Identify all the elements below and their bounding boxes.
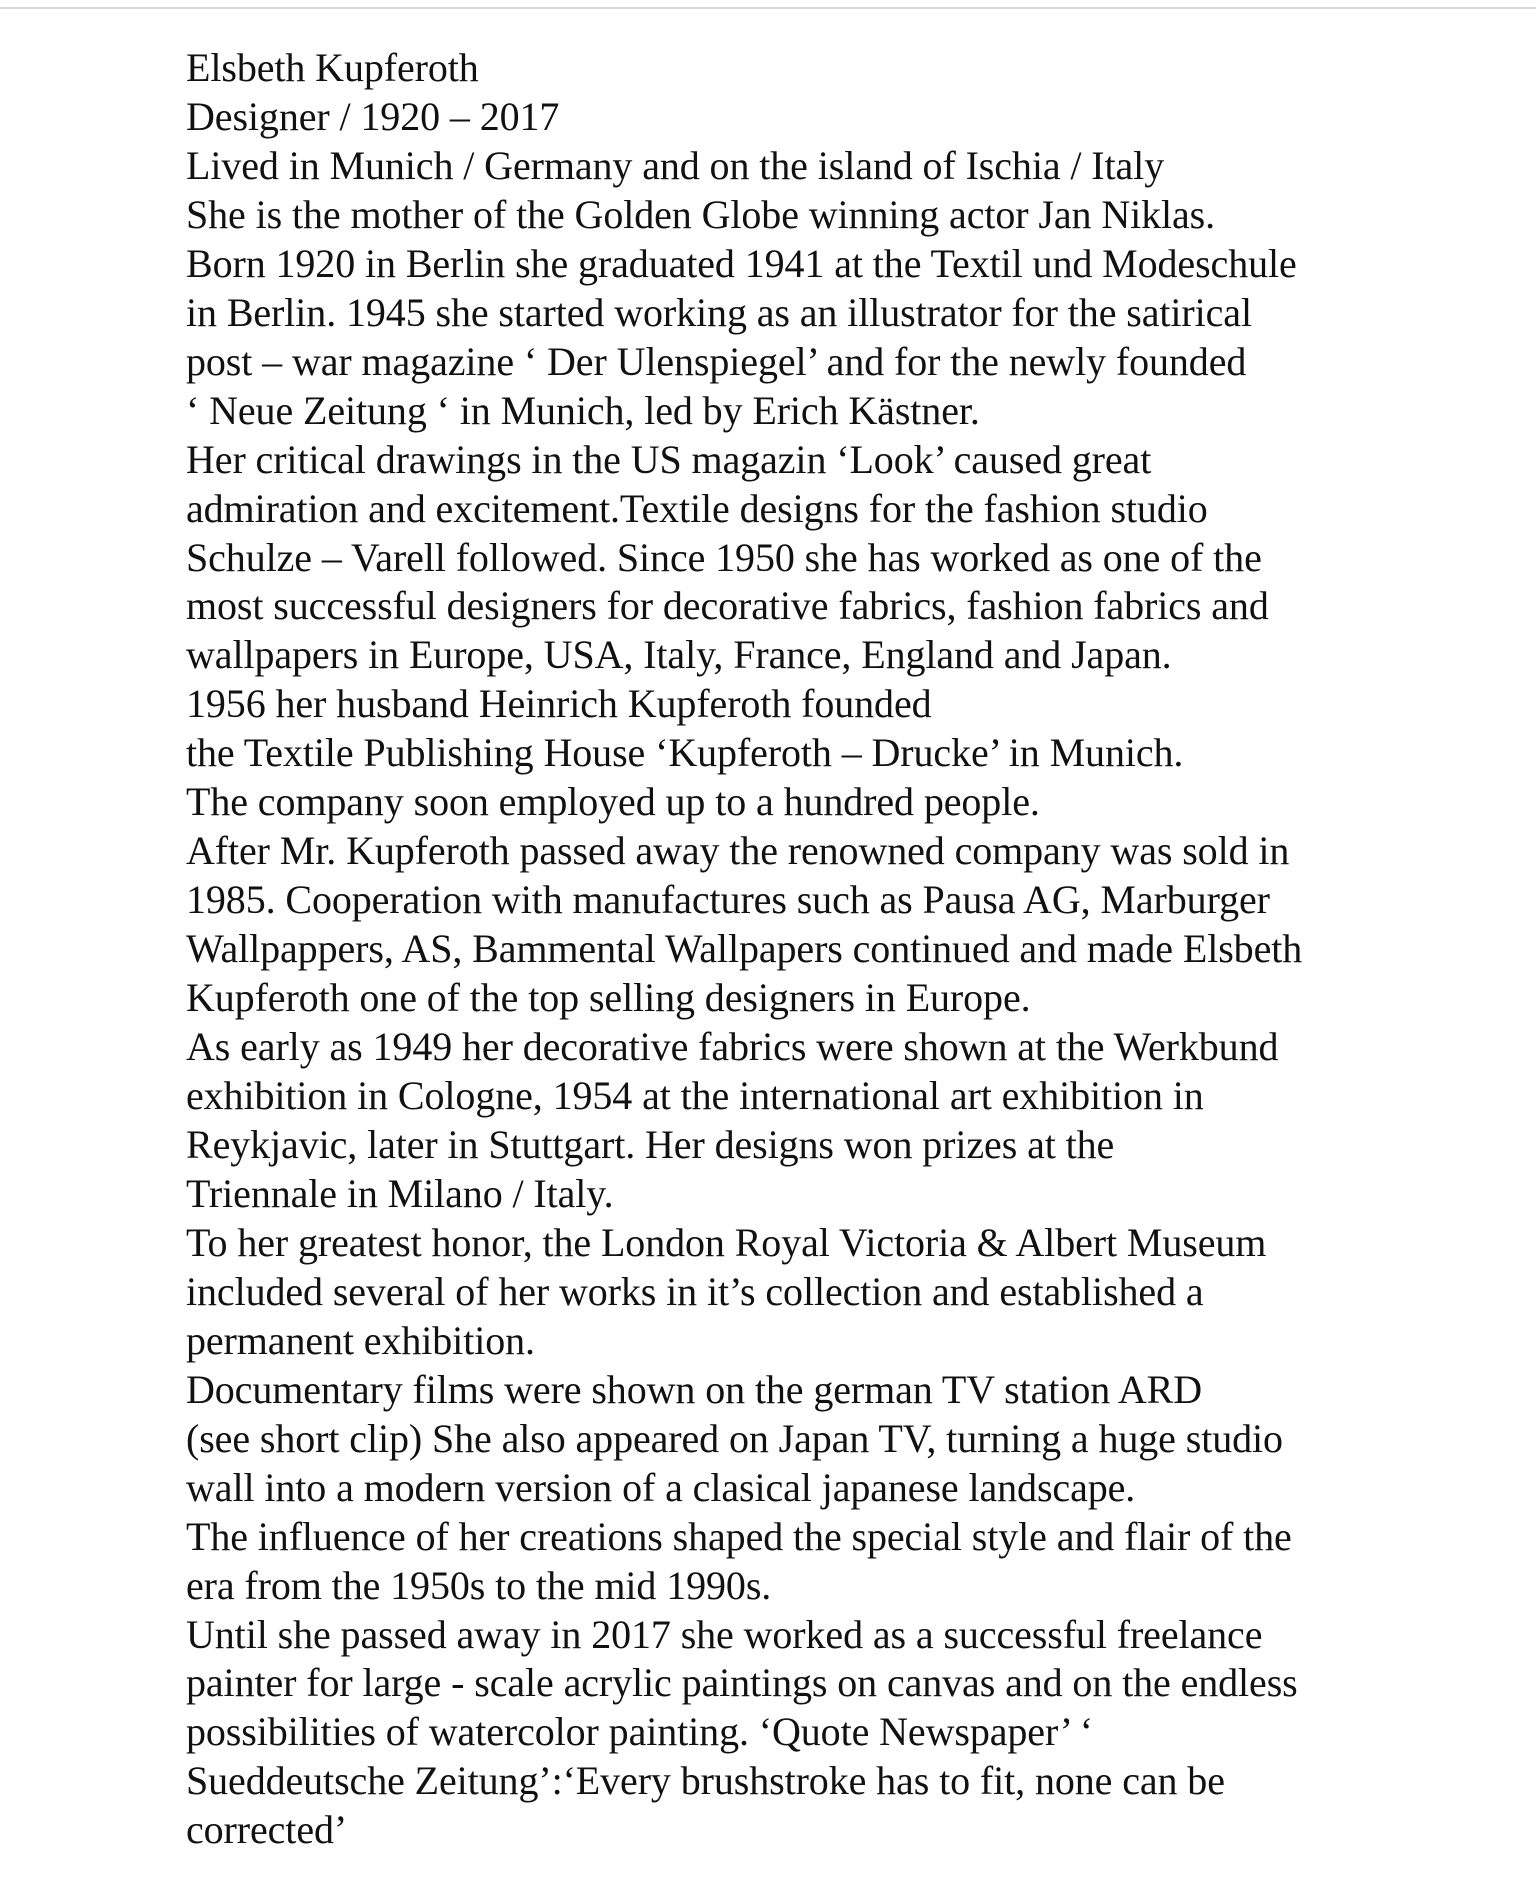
bio-line: As early as 1949 her decorative fabrics were shown at the Werkbund [186,1024,1279,1070]
bio-line: corrected’ [186,1807,348,1853]
bio-line: Triennale in Milano / Italy. [186,1170,614,1216]
bio-line: painter for large - scale acrylic paintings on canvas and on the endless [186,1660,1298,1706]
bio-line: in Berlin. 1945 she started working as an illustrator for the satirical [186,289,1252,335]
bio-line: ‘ Neue Zeitung ‘ in Munich, led by Erich Kästner. [186,387,980,433]
bio-line: Reykjavic, later in Stuttgart. Her designs won prizes at the [186,1121,1115,1167]
bio-line: Kupferoth one of the top selling designers in Europe. [186,975,1031,1021]
bio-line: wallpapers in Europe, USA, Italy, France, England and Japan. [186,632,1172,678]
bio-line: era from the 1950s to the mid 1990s. [186,1562,772,1608]
bio-line: Wallpappers, AS, Bammental Wallpapers continued and made Elsbeth [186,926,1303,972]
bio-line: Born 1920 in Berlin she graduated 1941 at the Textil und Modeschule [186,240,1297,286]
bio-line: Documentary films were shown on the german TV station ARD [186,1366,1202,1412]
top-divider [0,7,1536,9]
bio-line: 1985. Cooperation with manufactures such as Pausa AG, Marburger [186,877,1270,923]
biography-text [186,44,1386,1855]
bio-line: the Textile Publishing House ‘Kupferoth – Drucke’ in Munich. [186,730,1184,776]
bio-line: Schulze – Varell followed. Since 1950 she has worked as one of the [186,534,1262,580]
bio-line: 1956 her husband Heinrich Kupferoth founded [186,681,932,727]
bio-line: post – war magazine ‘ Der Ulenspiegel’ and for the newly founded [186,338,1247,384]
bio-name: Elsbeth Kupferoth [186,45,479,90]
bio-line: Lived in Munich / Germany and on the island of Ischia / Italy [186,142,1165,188]
bio-role-dates: Designer / 1920 – 2017 [186,93,560,139]
bio-line: Until she passed away in 2017 she worked as a successful freelance [186,1611,1263,1657]
bio-line: To her greatest honor, the London Royal Victoria & Albert Museum [186,1219,1267,1265]
bio-line: included several of her works in it’s collection and established a [186,1268,1204,1314]
bio-line: The company soon employed up to a hundred people. [186,779,1040,825]
bio-line: possibilities of watercolor painting. ‘Quote Newspaper’ ‘ [186,1709,1094,1755]
bio-line: The influence of her creations shaped the special style and flair of the [186,1513,1292,1559]
bio-line: most successful designers for decorative fabrics, fashion fabrics and [186,583,1269,629]
bio-line: Sueddeutsche Zeitung’:‘Every brushstroke has to fit, none can be [186,1758,1225,1804]
bio-line: Her critical drawings in the US magazin ‘Look’ caused great [186,436,1152,482]
bio-line: She is the mother of the Golden Globe winning actor Jan Niklas. [186,191,1216,237]
bio-line: After Mr. Kupferoth passed away the renowned company was sold in [186,828,1290,874]
bio-line: (see short clip) She also appeared on Japan TV, turning a huge studio [186,1415,1283,1461]
bio-line: exhibition in Cologne, 1954 at the international art exhibition in [186,1073,1204,1119]
bio-line: wall into a modern version of a clasical japanese landscape. [186,1464,1136,1510]
bio-line: admiration and excitement.Textile designs for the fashion studio [186,485,1208,531]
bio-line: permanent exhibition. [186,1317,535,1363]
